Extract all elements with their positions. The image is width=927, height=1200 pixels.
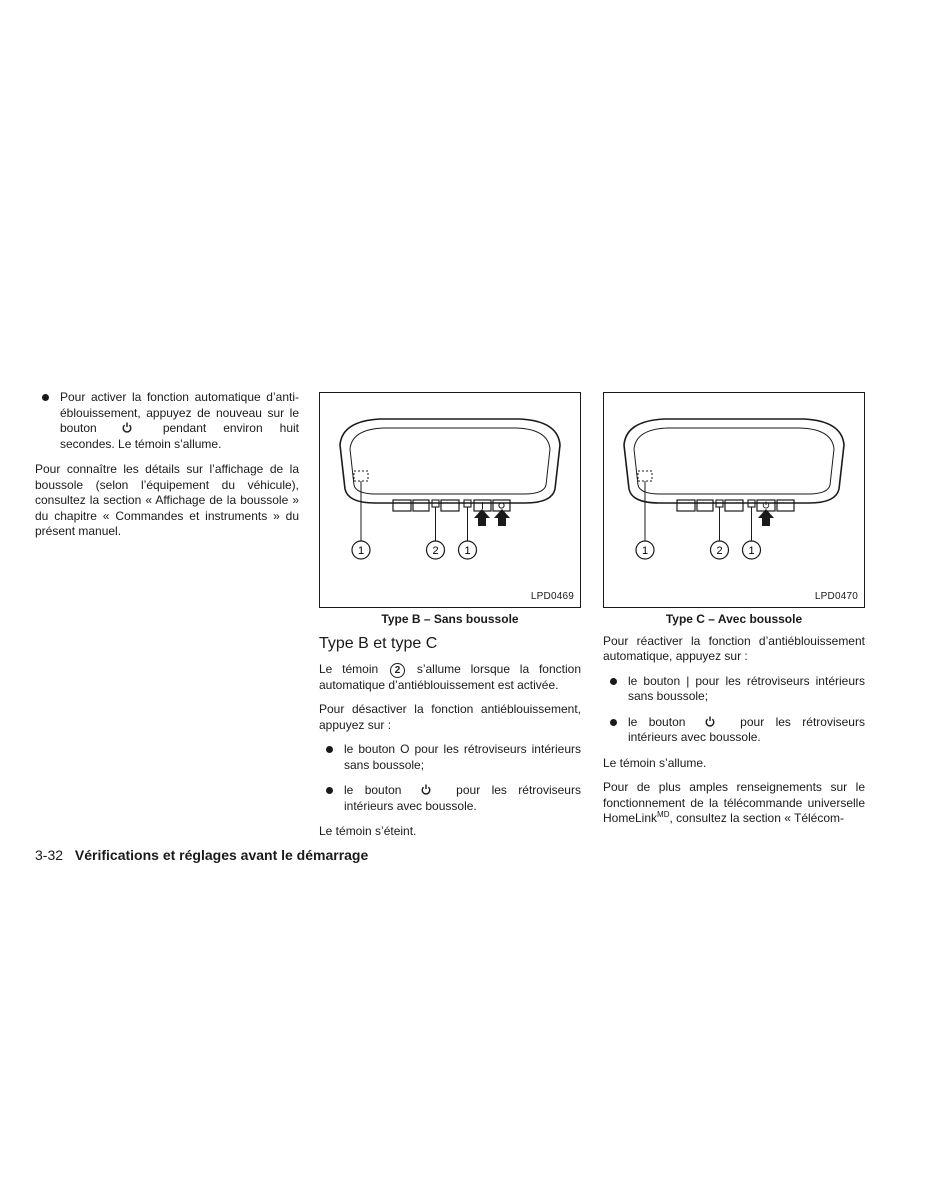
power-icon: [421, 784, 431, 795]
bullet-text-a: le bouton: [344, 783, 402, 797]
callout-1: 1: [357, 545, 365, 557]
column-left: [35, 390, 299, 549]
indicator-paragraph: [319, 662, 581, 694]
bullet-with-compass: [603, 715, 865, 746]
homelink-text-a: Pour de plus amples renseignements sur le fonctionnement de la télécommande universelle HomeLink: [603, 780, 865, 825]
mirror-diagram-type-b: [320, 393, 580, 607]
figure-code: LPD0470: [814, 590, 858, 602]
bullet-text: le bouton O pour les rétroviseurs intérieurs sans boussole;: [344, 742, 581, 772]
homelink-paragraph: [603, 780, 865, 827]
bullet-dot: [326, 746, 333, 753]
mirror-diagram-type-c: [604, 393, 864, 607]
figure-code: LPD0469: [530, 590, 574, 602]
page-number: 3-32: [35, 847, 64, 863]
power-icon: [122, 422, 132, 433]
page-footer: [35, 846, 368, 864]
compass-info-paragraph: Pour connaître les détails sur l’affichage de la boussole (selon l’équipement du véhicule), consultez la section « Affichage de la boussole » du chapitre « Commandes et instruments » du présent manuel.: [35, 462, 299, 538]
power-icon: [705, 716, 715, 727]
section-title: Type B et type C: [319, 634, 438, 652]
figure-type-c: [603, 392, 865, 608]
bullet-dot: [610, 719, 617, 726]
callout-1: 1: [641, 545, 649, 557]
figure-caption: Type B – Sans boussole: [381, 612, 519, 626]
chapter-title: Vérifications et réglages avant le démarrage: [74, 847, 369, 863]
callout-2: 2: [716, 545, 723, 557]
indicator-off-text: Le témoin s’éteint.: [319, 824, 417, 838]
indicator-text-a: Le témoin: [319, 661, 379, 676]
bullet-dot: [326, 787, 333, 794]
bullet-text-a: Pour activer la fonction automatique d’anti-éblouissement, appuyez de nouveau sur le bouton: [60, 390, 299, 435]
column-right: [603, 392, 865, 836]
trademark-sup: MD: [657, 810, 670, 819]
bullet-text: le bouton | pour les rétroviseurs intérieurs sans boussole;: [628, 673, 865, 703]
column-middle: [319, 392, 581, 849]
callout-2: 2: [432, 545, 439, 557]
indicator-on-text: Le témoin s’allume.: [603, 755, 707, 770]
callout-3: 1: [748, 545, 755, 557]
bullet-text-a: le bouton: [628, 714, 686, 729]
bullet-no-compass: [319, 742, 581, 773]
bullet-text-b: pour les rétroviseurs intérieurs avec boussole.: [628, 714, 865, 744]
figure-caption: Type C – Avec boussole: [665, 612, 803, 626]
bullet-no-compass: [603, 674, 865, 705]
indicator-number-badge: 2: [390, 663, 405, 678]
reactivate-paragraph: Pour réactiver la fonction d’antiéblouissement automatique, appuyez sur :: [603, 633, 865, 663]
bullet-dot: [42, 394, 49, 401]
callout-3: 1: [464, 545, 471, 557]
bullet-dot: [610, 678, 617, 685]
figure-type-b: [319, 392, 581, 608]
bullet-text-b: pendant environ huit secondes. Le témoin s’allume.: [60, 421, 300, 451]
bullet-with-compass: [319, 783, 581, 814]
indicator-text-b: s’allume lorsque la fonction automatique d’antiéblouissement est activée.: [319, 661, 581, 692]
homelink-text-b: , consultez la section « Télécom-: [669, 811, 845, 825]
deactivate-paragraph: Pour désactiver la fonction antiéblouissement, appuyez sur :: [319, 702, 581, 732]
bullet-text-b: pour les rétroviseurs intérieurs avec boussole.: [344, 783, 581, 813]
bullet-activate: [35, 390, 299, 452]
